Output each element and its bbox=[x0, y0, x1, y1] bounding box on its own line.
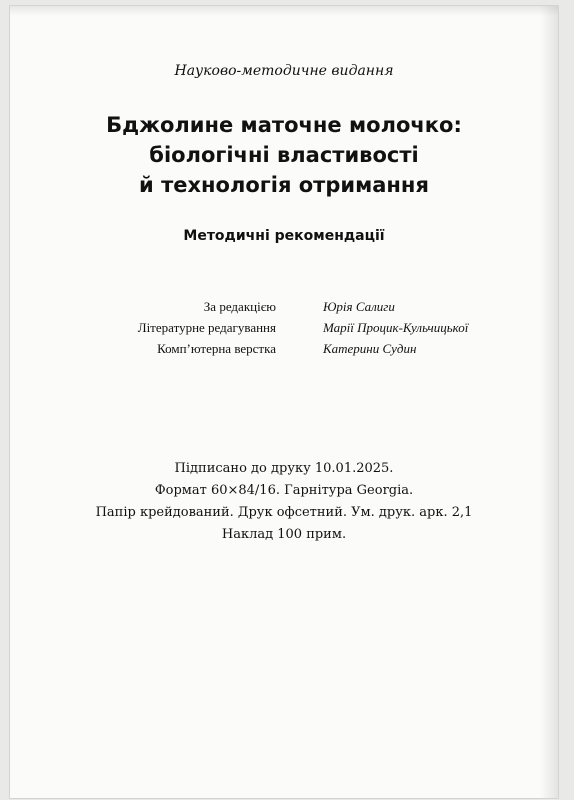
credit-name: Марії Процик-Кульчицької bbox=[323, 320, 469, 335]
credit-label: За редакцією bbox=[203, 299, 276, 314]
credit-row-layout bbox=[10, 338, 558, 359]
imprint-block bbox=[10, 458, 558, 546]
title-line: біологічні властивості bbox=[149, 143, 419, 167]
imprint-line: Формат 60×84/16. Гарнітура Georgia. bbox=[154, 483, 414, 498]
credit-row-editor bbox=[10, 296, 558, 317]
book-title bbox=[10, 110, 558, 200]
credit-name: Катерини Судин bbox=[323, 341, 417, 356]
credit-label: Комп’ютерна верстка bbox=[157, 341, 276, 356]
book-subtitle: Методичні рекомендації bbox=[183, 228, 385, 244]
book-page bbox=[10, 6, 558, 798]
series-label: Науково-методичне видання bbox=[174, 63, 394, 79]
credit-row-literary-editing bbox=[10, 317, 558, 338]
credit-label: Літературне редагування bbox=[137, 320, 276, 335]
imprint-line: Наклад 100 прим. bbox=[221, 527, 347, 542]
credit-name: Юрія Салиги bbox=[323, 299, 395, 314]
credits-block bbox=[10, 296, 558, 359]
page-shadow-top bbox=[10, 6, 558, 16]
imprint-line: Папір крейдований. Друк офсетний. Ум. друк. арк. 2,1 bbox=[95, 505, 473, 520]
imprint-line: Підписано до друку 10.01.2025. bbox=[174, 461, 394, 476]
title-line: Бджолине маточне молочко: bbox=[106, 113, 462, 137]
title-line: й технологія отримання bbox=[139, 173, 429, 197]
